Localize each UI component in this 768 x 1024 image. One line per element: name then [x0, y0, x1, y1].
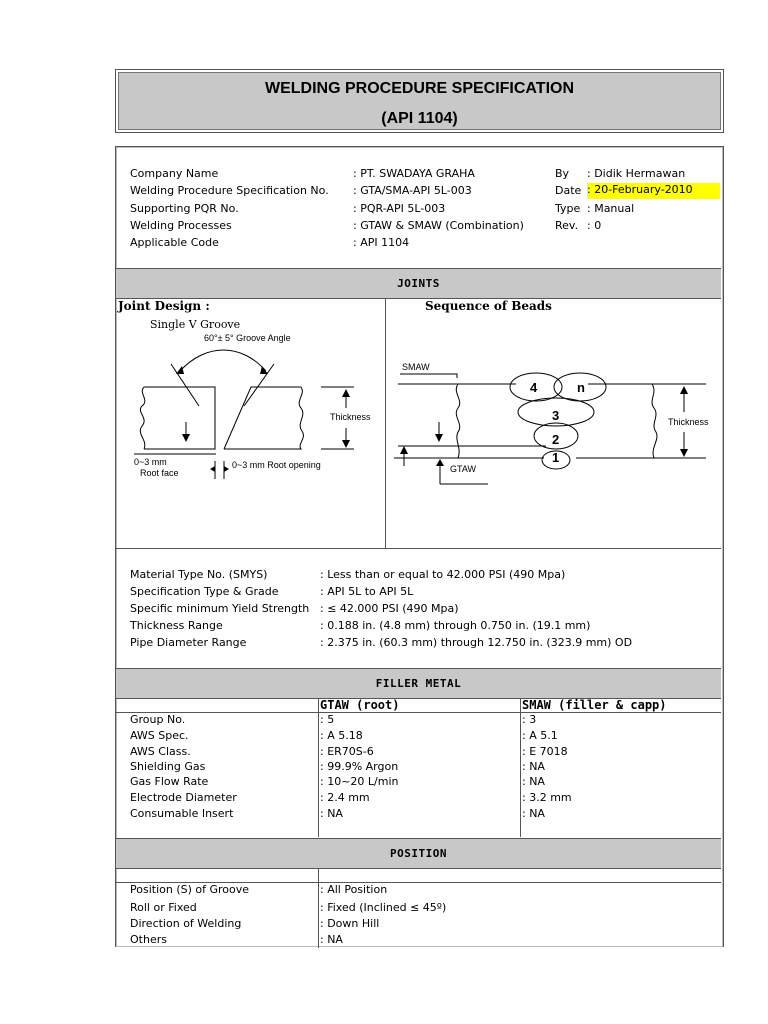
info-value: : GTA/SMA-API 5L-003: [353, 184, 472, 197]
material-value: : API 5L to API 5L: [320, 585, 414, 598]
filler-label: Consumable Insert: [130, 807, 234, 820]
filler-smaw: : A 5.1: [522, 729, 558, 742]
filler-label: Electrode Diameter: [130, 791, 237, 804]
position-value: : All Position: [320, 883, 388, 896]
root-face-value: 0~3 mm: [134, 457, 167, 467]
filler-gtaw: : 5: [320, 713, 335, 726]
filler-smaw: : NA: [522, 807, 545, 820]
joint-design-title: Joint Design :: [118, 299, 210, 313]
material-label: Specific minimum Yield Strength: [130, 602, 310, 615]
filler-gtaw: : NA: [320, 807, 343, 820]
meta-label: Type: [555, 202, 581, 215]
filler-header-line: [116, 712, 721, 713]
filler-gtaw: : 2.4 mm: [320, 791, 370, 804]
groove-label: Single V Groove: [150, 318, 241, 331]
filler-col-divider: [520, 698, 521, 837]
position-value: : Down Hill: [320, 917, 380, 930]
bead-4: 4: [530, 380, 538, 395]
material-value: : 2.375 in. (60.3 mm) through 12.750 in. (323.9 mm) OD: [320, 636, 633, 649]
smaw-label: SMAW: [402, 362, 430, 372]
meta-value: : 0: [587, 219, 602, 232]
info-label: Company Name: [130, 167, 219, 180]
filler-label: Gas Flow Rate: [130, 775, 209, 788]
filler-gtaw: : ER70S-6: [320, 745, 374, 758]
meta-label: Date: [555, 184, 582, 197]
filler-heading: FILLER METAL: [116, 668, 721, 699]
filler-gtaw: : 10~20 L/min: [320, 775, 399, 788]
bead-n: n: [577, 380, 585, 395]
bead-3: 3: [552, 408, 560, 423]
divider: [116, 548, 721, 549]
gtaw-label: GTAW: [450, 464, 476, 474]
document-title: WELDING PROCEDURE SPECIFICATION: [264, 80, 575, 97]
joints-heading: JOINTS: [116, 268, 721, 299]
position-heading: POSITION: [116, 838, 721, 869]
filler-label: Group No.: [130, 713, 186, 726]
material-label: Thickness Range: [130, 619, 223, 632]
filler-smaw: : E 7018: [522, 745, 568, 758]
position-value: : NA: [320, 933, 343, 946]
thickness-label-left: Thickness: [330, 412, 371, 422]
info-value: : PQR-API 5L-003: [353, 202, 446, 215]
position-col-divider: [318, 868, 319, 948]
info-label: Applicable Code: [130, 236, 219, 249]
material-value: : Less than or equal to 42.000 PSI (490 Mpa): [320, 568, 566, 581]
filler-label: Shielding Gas: [130, 760, 206, 773]
info-label: Welding Processes: [130, 219, 232, 232]
bead-2: 2: [552, 432, 560, 447]
info-value: : PT. SWADAYA GRAHA: [353, 167, 475, 180]
material-value: : ≤ 42.000 PSI (490 Mpa): [320, 602, 459, 615]
filler-smaw: : 3: [522, 713, 537, 726]
filler-gtaw: : A 5.18: [320, 729, 363, 742]
filler-label: AWS Spec.: [130, 729, 189, 742]
filler-smaw: : NA: [522, 775, 545, 788]
document-subtitle: (API 1104): [381, 110, 458, 127]
meta-value: : Didik Hermawan: [587, 167, 686, 180]
material-value: : 0.188 in. (4.8 mm) through 0.750 in. (19.1 mm): [320, 619, 591, 632]
position-label: Direction of Welding: [130, 917, 242, 930]
info-label: Welding Procedure Specification No.: [130, 184, 329, 197]
root-opening-label: 0~3 mm Root opening: [232, 460, 321, 470]
joint-drawings: [116, 298, 721, 548]
position-label: Position (S) of Groove: [130, 883, 250, 896]
bead-sequence-drawing: [394, 373, 698, 469]
meta-value: : Manual: [587, 202, 635, 215]
filler-col-divider: [318, 698, 319, 837]
thickness-label-right: Thickness: [668, 417, 709, 427]
filler-col-gtaw: GTAW (root): [320, 698, 400, 712]
filler-label: AWS Class.: [130, 745, 191, 758]
filler-smaw: : NA: [522, 760, 545, 773]
root-face-label: Root face: [140, 468, 179, 478]
material-label: Pipe Diameter Range: [130, 636, 247, 649]
filler-gtaw: : 99.9% Argon: [320, 760, 399, 773]
position-label: Roll or Fixed: [130, 901, 197, 914]
position-value: : Fixed (Inclined ≤ 45º): [320, 901, 447, 914]
position-label: Others: [130, 933, 167, 946]
meta-label: By: [555, 167, 570, 180]
filler-col-smaw: SMAW (filler & capp): [522, 698, 667, 712]
info-value: : API 1104: [353, 236, 410, 249]
meta-label: Rev.: [555, 219, 579, 232]
info-label: Supporting PQR No.: [130, 202, 239, 215]
meta-date-value: : 20-February-2010: [587, 183, 720, 199]
bead-1: 1: [552, 450, 560, 465]
material-label: Material Type No. (SMYS): [130, 568, 268, 581]
title-box: [115, 69, 724, 133]
filler-smaw: : 3.2 mm: [522, 791, 572, 804]
groove-angle-label: 60°± 5° Groove Angle: [204, 333, 291, 343]
material-label: Specification Type & Grade: [130, 585, 279, 598]
groove-drawing: [140, 350, 303, 449]
info-value: : GTAW & SMAW (Combination): [353, 219, 524, 232]
sequence-title: Sequence of Beads: [425, 299, 552, 313]
